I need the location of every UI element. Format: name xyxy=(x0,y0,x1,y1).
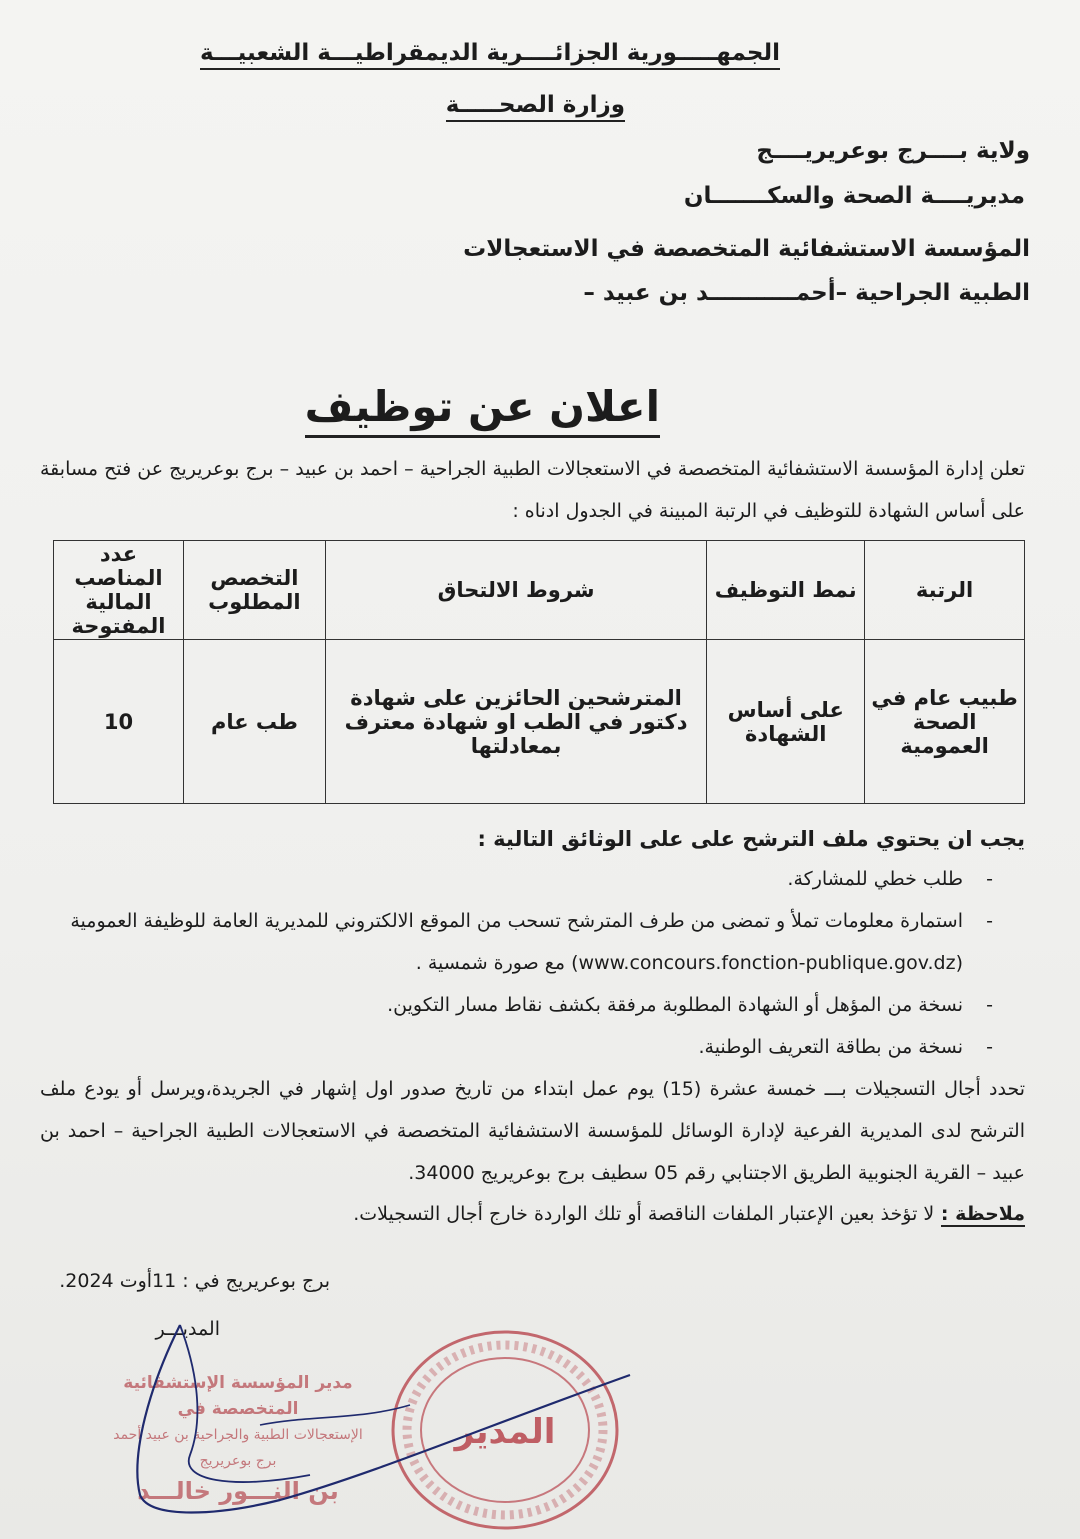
header-rank: الرتبة xyxy=(865,541,1025,640)
direction-heading: مديريــــة الصحة والسكـــــــان xyxy=(683,183,1025,209)
handwritten-signature-icon xyxy=(110,1305,670,1530)
list-item: - نسخة من بطاقة التعريف الوطنية. xyxy=(40,1026,1025,1068)
cell-rank: طبيب عام في الصحة العمومية xyxy=(865,640,1025,804)
seal-center-text: المدير xyxy=(454,1412,556,1452)
institution-line-2: الطبية الجراحية –أحمـــــــــــد بن عبيد – xyxy=(583,280,1030,306)
announcement-title: اعلان عن توظيف xyxy=(305,382,660,438)
header-positions: عدد المناصب المالية المفتوحة xyxy=(54,541,184,640)
note xyxy=(40,1193,1025,1235)
header-conditions: شروط الالتحاق xyxy=(325,541,706,640)
note-text: لا تؤخذ بعين الإعتبار الملفات الناقصة أو تلك الواردة خارج أجال التسجيلات. xyxy=(353,1203,935,1225)
table-row xyxy=(54,640,1025,804)
header-mode: نمط التوظيف xyxy=(707,541,865,640)
documents-list xyxy=(40,858,1025,1068)
header-specialty: التخصص المطلوب xyxy=(183,541,325,640)
list-item: - طلب خطي للمشاركة. xyxy=(40,858,1025,900)
list-item: - استمارة معلومات تملأ و تمضى من طرف المترشح تسحب من الموقع الالكتروني للمديرية العامة للوظيفة العمومية (www.concours.fonction-publique.gov.dz) مع صورة شمسية . xyxy=(40,900,1025,984)
republic-heading: الجمهـــــورية الجزائــــرية الديمقراطيـــة الشعبيـــة xyxy=(200,40,780,70)
institution-line-1: المؤسسة الاستشفائية المتخصصة في الاستعجالات xyxy=(463,236,1030,262)
stamp-name: بن النـــور خالـــد xyxy=(137,1477,339,1505)
stamp-line-3: برج بوعريريج xyxy=(199,1453,277,1469)
cell-mode: على أساس الشهادة xyxy=(707,640,865,804)
cell-conditions: المترشحين الحائزين على شهادة دكتور في الطب او شهادة معترف بمعادلتها xyxy=(325,640,706,804)
cell-specialty: طب عام xyxy=(183,640,325,804)
ministry-heading: وزارة الصحـــــة xyxy=(446,92,625,122)
list-item: - نسخة من المؤهل أو الشهادة المطلوبة مرفقة بكشف نقاط مسار التكوين. xyxy=(40,984,1025,1026)
jobs-table xyxy=(53,540,1025,804)
table-header-row xyxy=(54,541,1025,640)
director-label: المديـــر xyxy=(155,1318,220,1340)
cell-positions: 10 xyxy=(54,640,184,804)
stamp-line-2: الإستعجالات الطبية والجراحية بن عبيد أحمد xyxy=(113,1427,363,1443)
requirements-title: يجب ان يحتوي ملف الترشح على على الوثائق التالية : xyxy=(477,827,1025,851)
date-line: برج بوعريريج في : 11أوت 2024. xyxy=(59,1270,330,1292)
note-label: ملاحظة : xyxy=(940,1203,1025,1225)
deadline-paragraph: تحدد أجال التسجيلات بـــ خمسة عشرة (15) يوم عمل ابتداء من تاريخ صدور اول إشهار في الجريدة،ويرسل أو يودع ملف الترشح لدى المديرية الفرعية لإدارة الوسائل للمؤسسة الاستشفائية المتخصصة في الاستعجالات الطبية الجراحية – احمد بن عبيد – القرية الجنوبية الطريق الاجتنابي رقم 05 سطيف برج بوعريريج 34000. xyxy=(40,1078,1026,1184)
stamp-line-1: مدير المؤسسة الإستشفائية المتخصصة في xyxy=(123,1373,353,1419)
intro-paragraph: تعلن إدارة المؤسسة الاستشفائية المتخصصة في الاستعجالات الطبية الجراحية – احمد بن عبيد – برج بوعريريج عن فتح مسابقة على أساس الشهادة للتوظيف في الرتبة المبينة في الجدول ادناه : xyxy=(40,458,1025,522)
wilaya-heading: ولاية بــــرج بوعريريــــج xyxy=(756,138,1030,164)
